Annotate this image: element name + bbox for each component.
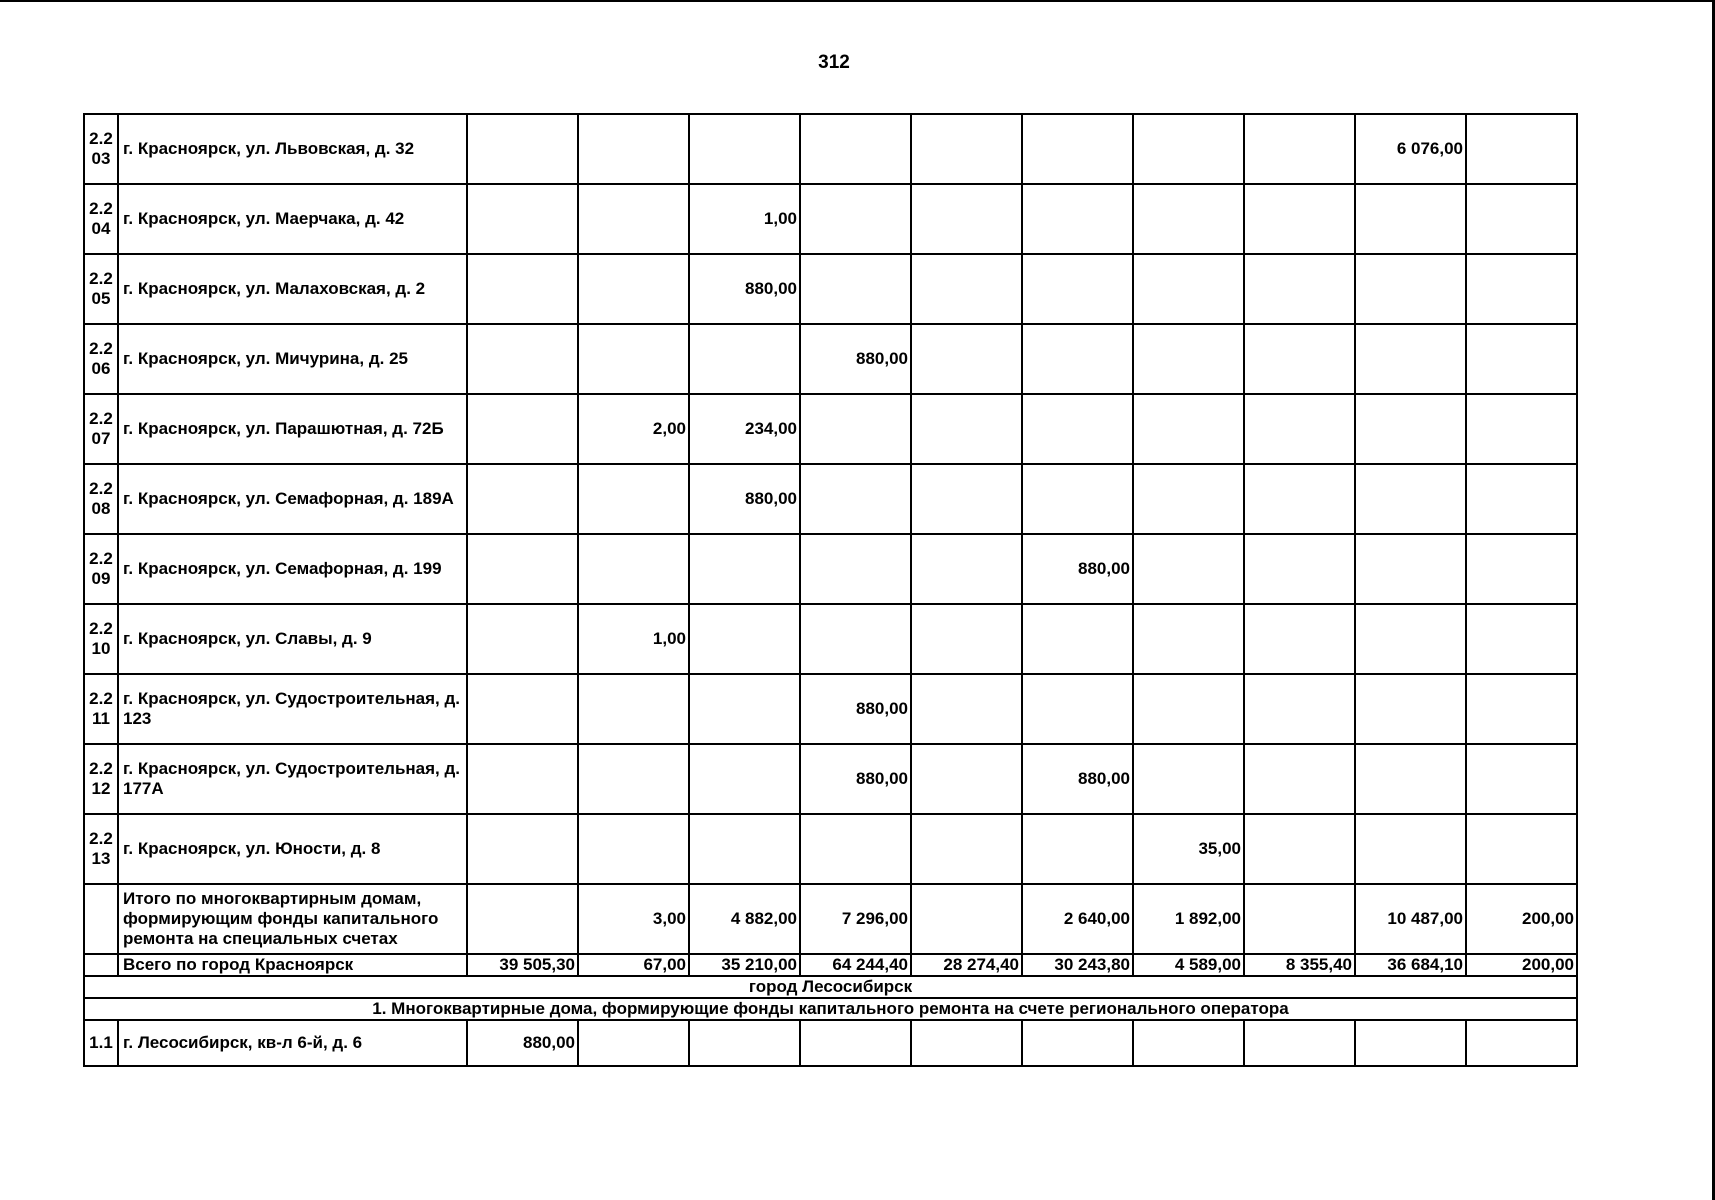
value-cell	[1244, 1020, 1355, 1066]
address-cell: г. Красноярск, ул. Судостроительная, д. 177А	[118, 744, 467, 814]
value-cell	[1355, 324, 1466, 394]
value-cell	[1022, 604, 1133, 674]
value-cell	[467, 604, 578, 674]
value-cell	[800, 114, 911, 184]
value-cell	[578, 254, 689, 324]
city-heading-row	[84, 976, 1577, 998]
value-cell	[1133, 534, 1244, 604]
address-cell: г. Красноярск, ул. Семафорная, д. 199	[118, 534, 467, 604]
value-cell	[1466, 184, 1577, 254]
total-row	[84, 954, 1577, 976]
value-cell	[800, 254, 911, 324]
subtotal-label: Итого по многоквартирным домам, формирующим фонды капитального ремонта на специальных счетах	[118, 884, 467, 954]
value-cell: 880,00	[800, 674, 911, 744]
value-cell	[800, 394, 911, 464]
value-cell: 880,00	[800, 324, 911, 394]
value-cell	[467, 674, 578, 744]
value-cell: 880,00	[689, 464, 800, 534]
row-number-cell: 2.2 05	[84, 254, 118, 324]
value-cell: 67,00	[578, 954, 689, 976]
value-cell	[1022, 114, 1133, 184]
scan-edge-top	[0, 0, 1715, 2]
value-cell	[1022, 674, 1133, 744]
value-cell	[1244, 184, 1355, 254]
value-cell	[578, 814, 689, 884]
value-cell	[1355, 394, 1466, 464]
table-row	[84, 464, 1577, 534]
value-cell: 7 296,00	[800, 884, 911, 954]
table-row	[84, 674, 1577, 744]
subtotal-row	[84, 884, 1577, 954]
row-number-cell: 2.2 09	[84, 534, 118, 604]
value-cell	[1133, 254, 1244, 324]
address-cell: г. Красноярск, ул. Маерчака, д. 42	[118, 184, 467, 254]
section-heading: 1. Многоквартирные дома, формирующие фонды капитального ремонта на счете регионального оператора	[84, 998, 1577, 1020]
value-cell	[911, 324, 1022, 394]
value-cell	[467, 114, 578, 184]
value-cell	[911, 464, 1022, 534]
repair-volume-table	[83, 113, 1578, 1067]
table-row	[84, 1020, 1577, 1066]
row-number-cell: 2.2 08	[84, 464, 118, 534]
value-cell: 4 882,00	[689, 884, 800, 954]
value-cell	[467, 184, 578, 254]
value-cell: 2 640,00	[1022, 884, 1133, 954]
address-cell: г. Красноярск, ул. Юности, д. 8	[118, 814, 467, 884]
table-row	[84, 814, 1577, 884]
value-cell	[1355, 674, 1466, 744]
value-cell: 2,00	[578, 394, 689, 464]
value-cell: 880,00	[1022, 744, 1133, 814]
value-cell	[800, 184, 911, 254]
value-cell	[1022, 464, 1133, 534]
value-cell	[1244, 884, 1355, 954]
row-number-cell: 2.2 04	[84, 184, 118, 254]
value-cell	[578, 184, 689, 254]
table-row	[84, 254, 1577, 324]
value-cell	[1133, 324, 1244, 394]
value-cell: 880,00	[467, 1020, 578, 1066]
value-cell: 35,00	[1133, 814, 1244, 884]
value-cell	[689, 324, 800, 394]
value-cell: 3,00	[578, 884, 689, 954]
value-cell	[1244, 674, 1355, 744]
value-cell	[1133, 114, 1244, 184]
value-cell	[1133, 184, 1244, 254]
value-cell	[1466, 1020, 1577, 1066]
page-number: 312	[818, 52, 850, 73]
value-cell	[1466, 604, 1577, 674]
value-cell: 200,00	[1466, 954, 1577, 976]
address-cell: г. Красноярск, ул. Малаховская, д. 2	[118, 254, 467, 324]
value-cell: 880,00	[689, 254, 800, 324]
value-cell	[1022, 814, 1133, 884]
value-cell	[1355, 744, 1466, 814]
value-cell	[1466, 254, 1577, 324]
row-number-cell: 2.2 11	[84, 674, 118, 744]
value-cell	[800, 814, 911, 884]
value-cell: 8 355,40	[1244, 954, 1355, 976]
value-cell	[689, 1020, 800, 1066]
value-cell	[467, 744, 578, 814]
value-cell	[467, 394, 578, 464]
city-heading: город Лесосибирск	[84, 976, 1577, 998]
address-cell: г. Красноярск, ул. Славы, д. 9	[118, 604, 467, 674]
value-cell	[1355, 604, 1466, 674]
row-number-cell	[84, 884, 118, 954]
value-cell	[800, 534, 911, 604]
address-cell: г. Лесосибирск, кв-л 6-й, д. 6	[118, 1020, 467, 1066]
value-cell	[1244, 744, 1355, 814]
value-cell	[578, 464, 689, 534]
value-cell: 1,00	[689, 184, 800, 254]
value-cell	[689, 744, 800, 814]
value-cell	[1244, 114, 1355, 184]
value-cell	[911, 674, 1022, 744]
value-cell	[1244, 324, 1355, 394]
value-cell	[1022, 324, 1133, 394]
value-cell	[1022, 184, 1133, 254]
table-row	[84, 534, 1577, 604]
value-cell	[1244, 604, 1355, 674]
value-cell: 1 892,00	[1133, 884, 1244, 954]
value-cell: 234,00	[689, 394, 800, 464]
row-number-cell: 2.2 07	[84, 394, 118, 464]
value-cell	[911, 534, 1022, 604]
value-cell	[1133, 604, 1244, 674]
value-cell	[911, 604, 1022, 674]
value-cell	[1355, 534, 1466, 604]
value-cell	[1244, 254, 1355, 324]
section-heading-row	[84, 998, 1577, 1020]
value-cell	[1466, 534, 1577, 604]
value-cell	[911, 254, 1022, 324]
value-cell	[578, 674, 689, 744]
value-cell: 4 589,00	[1133, 954, 1244, 976]
row-number-cell: 1.1	[84, 1020, 118, 1066]
value-cell	[1355, 1020, 1466, 1066]
row-number-cell	[84, 954, 118, 976]
value-cell	[689, 674, 800, 744]
value-cell: 10 487,00	[1355, 884, 1466, 954]
table-row	[84, 324, 1577, 394]
value-cell	[1466, 464, 1577, 534]
value-cell: 64 244,40	[800, 954, 911, 976]
value-cell: 200,00	[1466, 884, 1577, 954]
value-cell: 1,00	[578, 604, 689, 674]
value-cell	[578, 1020, 689, 1066]
value-cell	[578, 324, 689, 394]
row-number-cell: 2.2 10	[84, 604, 118, 674]
value-cell	[1133, 394, 1244, 464]
row-number-cell: 2.2 03	[84, 114, 118, 184]
value-cell	[1466, 324, 1577, 394]
value-cell	[1133, 464, 1244, 534]
value-cell	[1022, 1020, 1133, 1066]
value-cell	[911, 884, 1022, 954]
value-cell: 880,00	[1022, 534, 1133, 604]
value-cell	[911, 744, 1022, 814]
value-cell: 35 210,00	[689, 954, 800, 976]
address-cell: г. Красноярск, ул. Львовская, д. 32	[118, 114, 467, 184]
value-cell	[911, 394, 1022, 464]
row-number-cell: 2.2 12	[84, 744, 118, 814]
total-label: Всего по город Красноярск	[118, 954, 467, 976]
value-cell	[689, 814, 800, 884]
address-cell: г. Красноярск, ул. Парашютная, д. 72Б	[118, 394, 467, 464]
value-cell	[1244, 814, 1355, 884]
address-cell: г. Красноярск, ул. Семафорная, д. 189А	[118, 464, 467, 534]
table-row	[84, 604, 1577, 674]
row-number-cell: 2.2 06	[84, 324, 118, 394]
table-row	[84, 114, 1577, 184]
value-cell	[578, 534, 689, 604]
value-cell	[1133, 744, 1244, 814]
value-cell	[467, 324, 578, 394]
value-cell	[689, 604, 800, 674]
value-cell	[689, 114, 800, 184]
value-cell	[1133, 674, 1244, 744]
value-cell	[1355, 254, 1466, 324]
value-cell	[1133, 1020, 1244, 1066]
table-body	[84, 114, 1577, 1066]
value-cell	[1355, 184, 1466, 254]
value-cell	[911, 1020, 1022, 1066]
value-cell: 880,00	[800, 744, 911, 814]
value-cell: 39 505,30	[467, 954, 578, 976]
value-cell	[1466, 744, 1577, 814]
value-cell	[467, 534, 578, 604]
value-cell: 36 684,10	[1355, 954, 1466, 976]
value-cell	[578, 744, 689, 814]
value-cell	[911, 814, 1022, 884]
value-cell	[1022, 254, 1133, 324]
row-number-cell: 2.2 13	[84, 814, 118, 884]
value-cell	[467, 884, 578, 954]
value-cell	[800, 1020, 911, 1066]
address-cell: г. Красноярск, ул. Судостроительная, д. 123	[118, 674, 467, 744]
value-cell	[911, 184, 1022, 254]
value-cell	[1355, 814, 1466, 884]
value-cell	[1244, 394, 1355, 464]
table-row	[84, 394, 1577, 464]
value-cell	[578, 114, 689, 184]
value-cell: 30 243,80	[1022, 954, 1133, 976]
value-cell	[1466, 394, 1577, 464]
value-cell	[1466, 814, 1577, 884]
value-cell	[1466, 674, 1577, 744]
value-cell	[911, 114, 1022, 184]
value-cell	[1244, 534, 1355, 604]
address-cell: г. Красноярск, ул. Мичурина, д. 25	[118, 324, 467, 394]
value-cell	[1022, 394, 1133, 464]
value-cell	[1466, 114, 1577, 184]
value-cell	[1355, 464, 1466, 534]
table-row	[84, 744, 1577, 814]
value-cell	[689, 534, 800, 604]
value-cell: 28 274,40	[911, 954, 1022, 976]
value-cell	[800, 604, 911, 674]
value-cell	[467, 814, 578, 884]
value-cell	[467, 254, 578, 324]
value-cell: 6 076,00	[1355, 114, 1466, 184]
value-cell	[800, 464, 911, 534]
value-cell	[467, 464, 578, 534]
value-cell	[1244, 464, 1355, 534]
table-row	[84, 184, 1577, 254]
